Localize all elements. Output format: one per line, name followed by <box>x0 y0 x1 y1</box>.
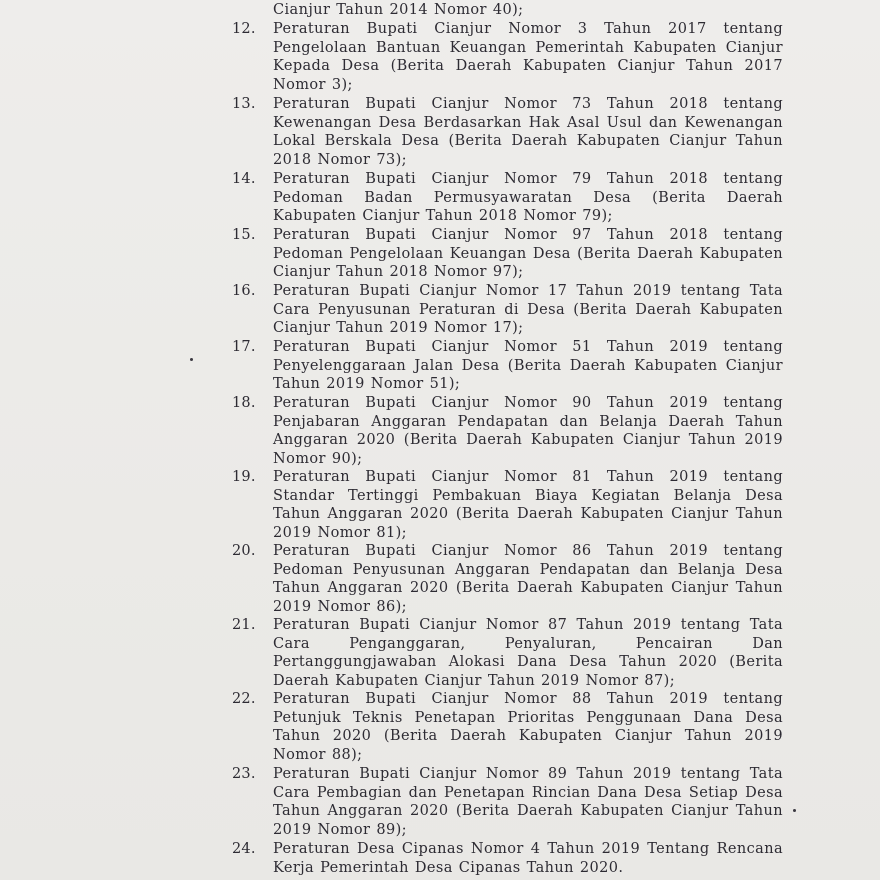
item-number: 15. <box>232 227 256 243</box>
item-text: Peraturan Bupati Cianjur Nomor 97 Tahun 2018 tentang Pedoman Pengelolaan Keuangan Desa (Berita Daerah Kabupaten Cianjur Tahun 2018 Nomor 97); <box>273 227 783 280</box>
item-number: 16. <box>232 283 256 299</box>
item-text: Peraturan Bupati Cianjur Nomor 3 Tahun 2017 tentang Pengelolaan Bantuan Keuangan Pemerintah Kabupaten Cianjur Kepada Desa (Berita Daerah Kabupaten Cianjur Tahun 2017 Nomor 3); <box>273 21 783 93</box>
item-text: Peraturan Bupati Cianjur Nomor 51 Tahun 2019 tentang Penyelenggaraan Jalan Desa (Berita Daerah Kabupaten Cianjur Tahun 2019 Nomor 51); <box>273 339 783 392</box>
scan-speck <box>793 809 796 812</box>
item-text: Peraturan Bupati Cianjur Nomor 81 Tahun 2019 tentang Standar Tertinggi Pembakuan Biaya Kegiatan Belanja Desa Tahun Anggaran 2020 (Berita Daerah Kabupaten Cianjur Tahun 2019 Nomor 81); <box>273 469 783 541</box>
top-fragment: Cianjur Tahun 2014 Nomor 40); <box>273 2 524 18</box>
item-number: 23. <box>232 766 256 782</box>
item-text: Peraturan Bupati Cianjur Nomor 87 Tahun 2019 tentang Tata Cara Penganggaran, Penyaluran, Pencairan Dan Pertanggungjawaban Alokasi Dana Desa Tahun 2020 (Berita Daerah Kabupaten Cianjur Tahun 2019 Nomor 87); <box>273 617 783 689</box>
item-text: Peraturan Bupati Cianjur Nomor 88 Tahun 2019 tentang Petunjuk Teknis Penetapan Prioritas Penggunaan Dana Desa Tahun 2020 (Berita Daerah Kabupaten Cianjur Tahun 2019 Nomor 88); <box>273 691 783 763</box>
item-number: 22. <box>232 691 256 707</box>
item-text: Peraturan Bupati Cianjur Nomor 17 Tahun 2019 tentang Tata Cara Penyusunan Peraturan di Desa (Berita Daerah Kabupaten Cianjur Tahun 2019 Nomor 17); <box>273 283 783 336</box>
item-text: Peraturan Bupati Cianjur Nomor 79 Tahun 2018 tentang Pedoman Badan Permusyawaratan Desa (Berita Daerah Kabupaten Cianjur Tahun 2018 Nomor 79); <box>273 171 783 224</box>
item-number: 17. <box>232 339 256 355</box>
item-number: 18. <box>232 395 256 411</box>
scan-speck <box>190 358 193 361</box>
item-number: 21. <box>232 617 256 633</box>
item-text: Peraturan Bupati Cianjur Nomor 86 Tahun 2019 tentang Pedoman Penyusunan Anggaran Pendapatan dan Belanja Desa Tahun Anggaran 2020 (Berita Daerah Kabupaten Cianjur Tahun 2019 Nomor 86); <box>273 543 783 615</box>
item-number: 20. <box>232 543 256 559</box>
item-text: Peraturan Bupati Cianjur Nomor 73 Tahun 2018 tentang Kewenangan Desa Berdasarkan Hak Asal Usul dan Kewenangan Lokal Berskala Desa (Berita Daerah Kabupaten Cianjur Tahun 2018 Nomor 73); <box>273 96 783 168</box>
item-number: 13. <box>232 96 256 112</box>
item-text: Peraturan Bupati Cianjur Nomor 89 Tahun 2019 tentang Tata Cara Pembagian dan Penetapan Rincian Dana Desa Setiap Desa Tahun Anggaran 2020 (Berita Daerah Kabupaten Cianjur Tahun 2019 Nomor 89); <box>273 766 783 838</box>
item-number: 14. <box>232 171 256 187</box>
item-number: 24. <box>232 841 256 857</box>
item-number: 19. <box>232 469 256 485</box>
item-number: 12. <box>232 21 256 37</box>
item-text: Peraturan Desa Cipanas Nomor 4 Tahun 2019 Tentang Rencana Kerja Pemerintah Desa Cipanas Tahun 2020. <box>273 841 783 876</box>
item-text: Peraturan Bupati Cianjur Nomor 90 Tahun 2019 tentang Penjabaran Anggaran Pendapatan dan Belanja Daerah Tahun Anggaran 2020 (Berita Daerah Kabupaten Cianjur Tahun 2019 Nomor 90); <box>273 395 783 467</box>
